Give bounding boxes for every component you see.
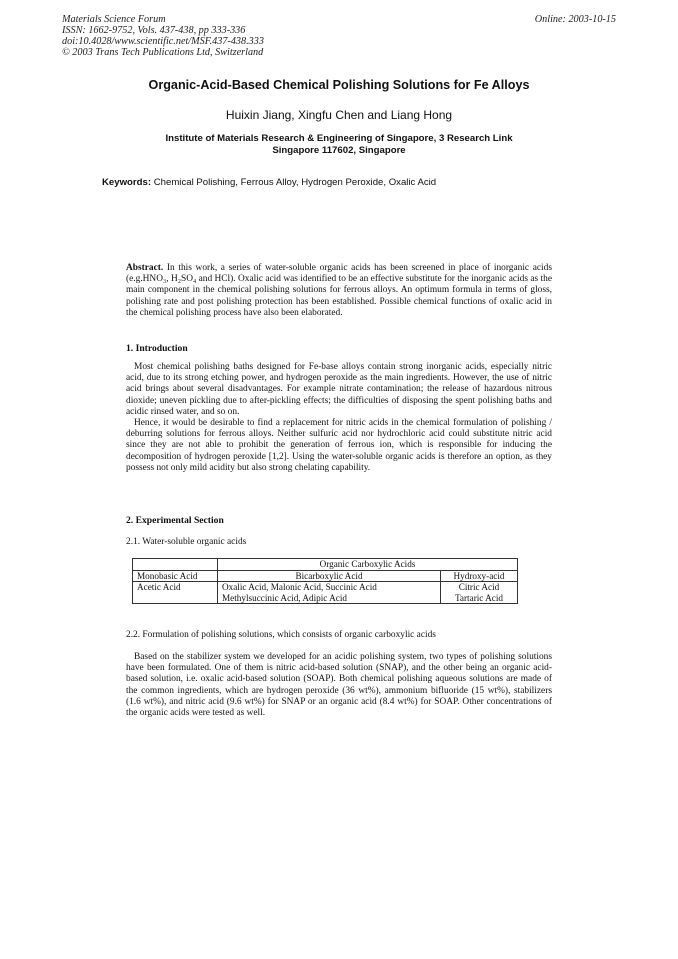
table-cell: Acetic Acid: [133, 582, 218, 604]
subsection-heading: 2.2. Formulation of polishing solutions, which consists of organic carboxylic acids: [126, 630, 436, 640]
keywords: [102, 177, 436, 188]
abstract-text: In this work, a series of water-soluble organic acids has been screened in place of inorganic acids (e.g.HNO₃, H₂SO₄ and HCl). Oxalic acid was identified to be an effective substitute for the inorganic acids as the main component in the chemical polishing solutions for ferrous alloys. An optimum formula in terms of gloss, polishing rate and post polishing protection has been established. Possible chemical functions of oxalic acid in the chemical polishing process have also been elaborated.: [126, 263, 552, 318]
journal-name: Materials Science Forum: [62, 14, 166, 25]
journal-header: [62, 14, 264, 58]
table-cell-line: Tartaric Acid: [454, 592, 504, 603]
introduction-body: [126, 362, 552, 474]
table-cell-line: Citric Acid: [458, 582, 500, 592]
online-date: Online: 2003-10-15: [534, 14, 616, 25]
paper-title: Organic-Acid-Based Chemical Polishing Solutions for Fe Alloys: [148, 78, 530, 92]
affiliation-line-2: Singapore 117602, Singapore: [272, 145, 406, 156]
table-column-header: Hydroxy-acid: [441, 570, 518, 582]
author-list: Huixin Jiang, Xingfu Chen and Liang Hong: [225, 108, 453, 122]
keywords-label: Keywords:: [102, 177, 152, 188]
organic-acids-table: [132, 558, 518, 604]
doi-line: doi:10.4028/www.scientific.net/MSF.437-438.333: [62, 36, 264, 47]
paragraph: Most chemical polishing baths designed for Fe-base alloys contain strong inorganic acids, especially nitric acid, due to its strong etching power, and hydrogen peroxide as the main ingredients. However, the use of nitric acid brings about several disadvantages. For example nitrate contamination; the release of hazardous nitrous dioxide; uneven pickling due to after-pickling effects; the difficulties of disposing the spent polishing baths and acidic rinsed water, and so on.: [126, 362, 552, 417]
table-cell: [133, 559, 218, 571]
table-cell-line: Methylsuccinic Acid, Adipic Acid: [222, 592, 348, 603]
table-column-header: Bicarboxylic Acid: [218, 570, 441, 582]
affiliation-line-1: Institute of Materials Research & Engineering of Singapore, 3 Research Link: [165, 133, 513, 144]
formulation-body: [126, 652, 552, 719]
keywords-text: Chemical Polishing, Ferrous Alloy, Hydrogen Peroxide, Oxalic Acid: [153, 177, 437, 188]
table-cell: [218, 582, 441, 604]
table-cell-line: Oxalic Acid, Malonic Acid, Succinic Acid: [222, 582, 377, 592]
abstract: [126, 263, 552, 319]
table-cell: [441, 582, 518, 604]
table-column-header: Monobasic Acid: [133, 570, 218, 582]
subsection-heading: 2.1. Water-soluble organic acids: [126, 537, 247, 547]
section-heading-experimental: 2. Experimental Section: [126, 515, 224, 526]
paragraph: Hence, it would be desirable to find a replacement for nitric acids in the chemical formulation of polishing / deburring solutions for ferrous alloys. Neither sulfuric acid nor hydrochloric acid could substitute nitric acid since they are not able to prohibit the generation of ferrous ion, which is responsible for inducing the decomposition of hydrogen peroxide [1,2]. Using the water-soluble organic acids is therefore an option, as they possess not only mild acidity but also strong chelating capability.: [126, 418, 552, 473]
copyright-line: © 2003 Trans Tech Publications Ltd, Switzerland: [62, 47, 264, 58]
affiliation: [0, 133, 678, 157]
section-heading-introduction: 1. Introduction: [126, 343, 188, 354]
table-group-header: Organic Carboxylic Acids: [218, 559, 518, 571]
issn-line: ISSN: 1662-9752, Vols. 437-438, pp 333-336: [62, 25, 246, 36]
paragraph: Based on the stabilizer system we developed for an acidic polishing system, two types of polishing solutions have been formulated. One of them is nitric acid-based solution (SNAP), and the other being an organic acid-based solution, i.e. oxalic acid-based solution (SOAP). Both chemical polishing aqueous solutions are made of the common ingredients, which are hydrogen peroxide (36 wt%), ammonium bifluoride (15 wt%), stabilizers (1.6 wt%), and nitric acid (9.6 wt%) for SNAP or an organic acid (8.4 wt%) for SOAP. Other concentrations of the organic acids were tested as well.: [126, 652, 552, 719]
abstract-label: Abstract.: [126, 263, 164, 273]
